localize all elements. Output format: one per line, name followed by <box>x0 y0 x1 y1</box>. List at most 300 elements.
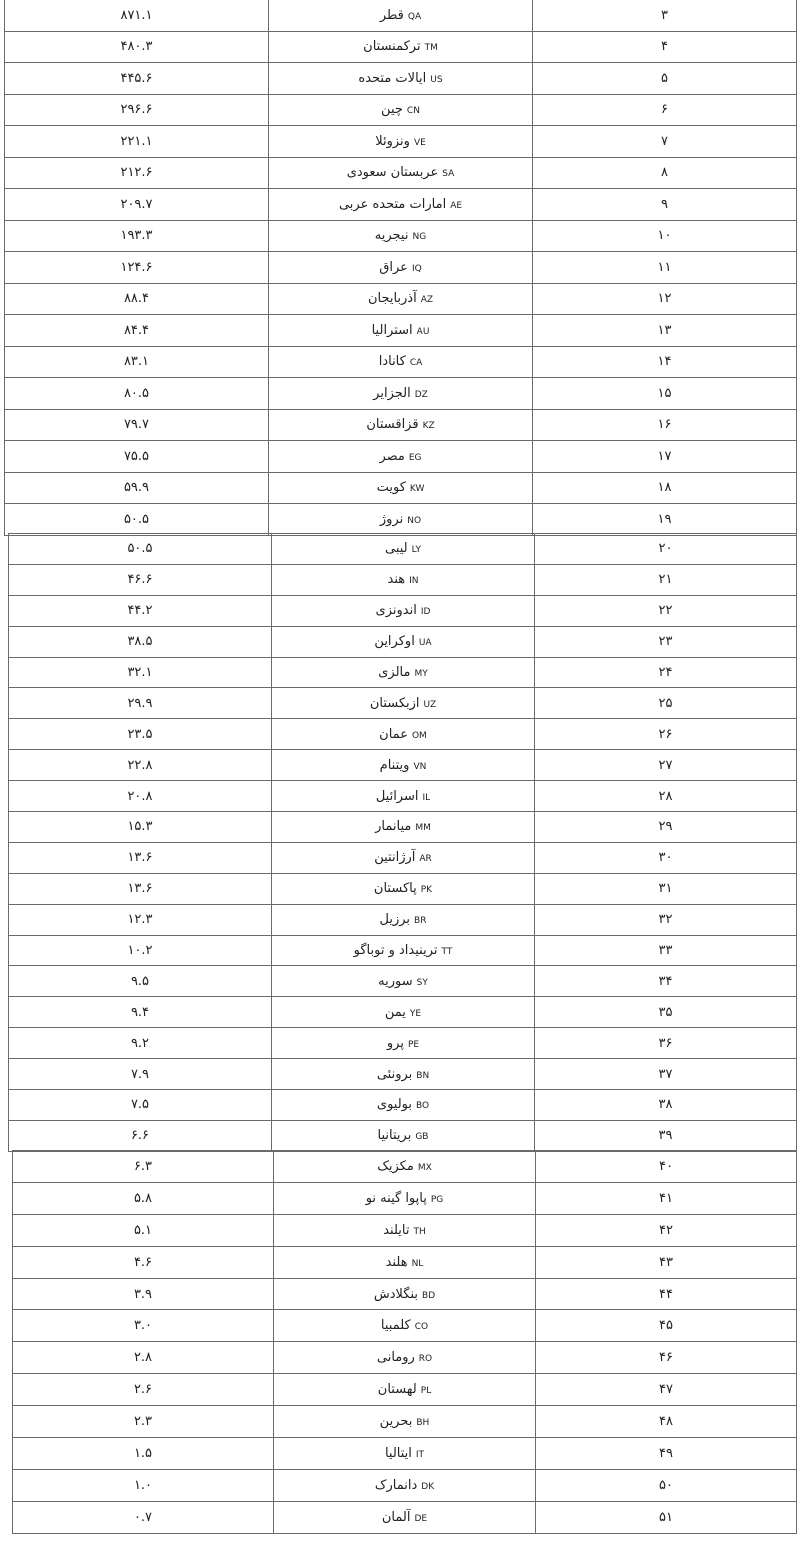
reserve-value: ۳۸.۵ <box>127 634 153 650</box>
country-code: US <box>430 74 443 85</box>
reserve-value: ۹.۲ <box>130 1035 150 1051</box>
country-name: ایتالیا <box>384 1445 412 1461</box>
rank-number: ۲۴ <box>658 665 673 680</box>
rank-cell <box>533 409 797 441</box>
rank-number: ۲۷ <box>658 757 673 773</box>
reserve-value: ۴۴۵.۶ <box>120 70 153 86</box>
rank-cell <box>535 719 797 750</box>
country-code: UZ <box>423 699 437 710</box>
reserve-value: ۵۰.۵ <box>127 541 153 557</box>
value-cell <box>9 564 272 595</box>
rank-number: ۱۲ <box>657 291 672 307</box>
value-cell <box>5 409 269 441</box>
country-cell <box>269 441 533 473</box>
reserve-value: ۴۶.۶ <box>127 572 153 588</box>
value-cell <box>13 1406 274 1438</box>
country-cell <box>274 1469 536 1501</box>
rank-cell <box>535 1090 797 1121</box>
country-code: SY <box>416 977 428 988</box>
reserve-value: ۳.۹ <box>133 1286 153 1302</box>
rank-cell <box>535 1028 797 1059</box>
rank-number: ۴۸ <box>659 1414 673 1430</box>
rank-number: ۲۵ <box>658 695 673 711</box>
table-row <box>9 688 797 719</box>
value-cell <box>13 1182 274 1214</box>
value-cell <box>9 657 272 688</box>
country-cell <box>272 842 535 873</box>
reserve-value: ۲۰۹.۷ <box>120 196 153 212</box>
reserve-value: ۲۱۲.۶ <box>120 165 153 181</box>
country-cell <box>274 1501 536 1533</box>
reserve-value: ۷.۵ <box>130 1097 150 1113</box>
country-code: YE <box>409 1008 422 1019</box>
value-cell <box>9 781 272 812</box>
table-row <box>5 472 797 504</box>
country-code: PL <box>420 1386 432 1397</box>
country-name: یمن <box>384 1004 406 1020</box>
rank-number: ۴۴ <box>659 1286 673 1302</box>
country-cell <box>269 252 533 284</box>
table-row <box>9 595 797 626</box>
value-cell <box>13 1342 274 1374</box>
rank-cell <box>536 1214 797 1246</box>
rank-cell <box>535 812 797 843</box>
rank-number: ۳۶ <box>658 1035 673 1051</box>
reserve-value: ۹.۴ <box>130 1004 150 1020</box>
reserve-value: ۲۲.۸ <box>127 757 153 773</box>
table-row <box>9 1059 797 1090</box>
country-name: دانمارک <box>374 1477 418 1493</box>
value-cell <box>5 126 269 158</box>
country-name: اوکراین <box>374 634 415 650</box>
country-cell <box>269 157 533 189</box>
country-name: لهستان <box>377 1382 417 1398</box>
country-cell <box>274 1342 536 1374</box>
country-code: TH <box>413 1226 426 1237</box>
value-cell <box>9 750 272 781</box>
value-cell <box>9 935 272 966</box>
country-cell <box>274 1310 536 1342</box>
country-cell <box>274 1182 536 1214</box>
country-cell <box>272 564 535 595</box>
reserve-value: ۲.۶ <box>133 1382 153 1398</box>
rank-cell <box>535 1120 797 1151</box>
rank-cell <box>533 220 797 252</box>
country-code: VE <box>413 137 426 148</box>
table-row <box>5 504 797 536</box>
country-name: هلند <box>385 1254 408 1270</box>
reserve-value: ۲۹۶.۶ <box>120 102 153 118</box>
rank-cell <box>535 904 797 935</box>
country-code: IL <box>422 792 431 803</box>
rank-cell <box>536 1501 797 1533</box>
reserve-value: ۷.۹ <box>130 1066 150 1082</box>
country-name: هند <box>387 572 406 588</box>
country-cell <box>272 750 535 781</box>
country-cell <box>272 781 535 812</box>
reserve-value: ۸۰.۵ <box>123 385 150 401</box>
reserve-value: ۲۲۱.۱ <box>120 133 153 149</box>
reserve-value: ۱۹۳.۳ <box>120 228 153 244</box>
table-row <box>9 534 797 565</box>
value-cell <box>13 1310 274 1342</box>
table-row <box>13 1374 797 1406</box>
country-name: کلمبیا <box>380 1318 411 1334</box>
country-cell <box>269 31 533 63</box>
value-cell <box>13 1246 274 1278</box>
country-name: ترینیداد و توباگو <box>353 943 438 959</box>
table-row <box>9 626 797 657</box>
country-name: بولیوی <box>376 1097 412 1113</box>
rank-number: ۲۱ <box>658 572 673 588</box>
rank-number: ۴۶ <box>659 1350 673 1366</box>
country-code: DZ <box>414 389 428 400</box>
rank-number: ۳۵ <box>658 1004 673 1020</box>
rank-cell <box>536 1151 797 1183</box>
country-cell <box>272 812 535 843</box>
country-name: پرو <box>386 1035 404 1051</box>
country-code: TM <box>424 43 438 54</box>
table-row <box>13 1469 797 1501</box>
country-code: IN <box>409 576 419 587</box>
table-row <box>5 409 797 441</box>
country-code: BR <box>414 916 427 927</box>
table-row <box>5 94 797 126</box>
country-cell <box>274 1246 536 1278</box>
rank-cell <box>535 534 797 565</box>
rank-number: ۳۱ <box>658 881 673 897</box>
country-code: BD <box>422 1290 436 1301</box>
table-row <box>5 252 797 284</box>
country-code: VN <box>413 761 427 772</box>
table-row <box>5 441 797 473</box>
country-cell <box>269 94 533 126</box>
reserve-value: ۱۵.۳ <box>127 819 153 835</box>
country-code: LY <box>411 545 421 556</box>
country-cell <box>269 504 533 536</box>
country-name: ترکمنستان <box>363 39 421 55</box>
country-name: مالزی <box>378 665 411 680</box>
country-name: لیبی <box>385 541 408 557</box>
reserve-value: ۴.۶ <box>133 1254 153 1270</box>
country-code: CN <box>406 106 420 117</box>
value-cell <box>5 189 269 221</box>
value-cell <box>9 904 272 935</box>
table-row <box>9 781 797 812</box>
country-cell <box>272 626 535 657</box>
country-name: قطر <box>379 7 404 23</box>
country-cell <box>274 1406 536 1438</box>
rank-cell <box>533 0 797 31</box>
table-segment-3 <box>12 1150 796 1534</box>
country-cell <box>269 378 533 410</box>
rank-number: ۲۹ <box>658 819 673 835</box>
reserve-value: ۴۴.۲ <box>127 603 153 619</box>
country-name: رومانی <box>376 1350 415 1366</box>
country-code: PK <box>420 885 433 896</box>
table-row <box>13 1438 797 1470</box>
rank-number: ۱۹ <box>657 511 672 527</box>
value-cell <box>5 504 269 536</box>
table-segment-2 <box>8 533 796 1152</box>
rank-number: ۲۶ <box>658 726 673 742</box>
country-name: بحرین <box>379 1414 413 1430</box>
value-cell <box>9 812 272 843</box>
reserve-value: ۲۳.۵ <box>127 726 153 742</box>
country-name: کانادا <box>378 354 406 370</box>
country-cell <box>274 1374 536 1406</box>
country-name: مکزیک <box>377 1158 414 1174</box>
table-row <box>9 719 797 750</box>
rank-number: ۳۷ <box>658 1066 673 1082</box>
country-code: BH <box>416 1418 430 1429</box>
reserve-value: ۱۲۴.۶ <box>120 259 153 275</box>
country-code: DE <box>414 1513 428 1524</box>
country-code: PE <box>407 1039 420 1050</box>
country-code: NL <box>411 1258 424 1269</box>
country-cell <box>272 688 535 719</box>
value-cell <box>13 1151 274 1183</box>
country-code: PG <box>430 1194 444 1205</box>
reserve-value: ۲.۸ <box>133 1350 153 1366</box>
reserve-value: ۵.۱ <box>133 1222 153 1238</box>
rank-cell <box>535 842 797 873</box>
country-name: ویتنام <box>379 757 410 773</box>
rank-number: ۱۶ <box>657 417 672 433</box>
reserve-value: ۸۴.۴ <box>123 322 150 338</box>
table-row <box>9 966 797 997</box>
country-cell <box>269 315 533 347</box>
country-code: NO <box>407 515 422 526</box>
rank-cell <box>533 472 797 504</box>
value-cell <box>13 1469 274 1501</box>
country-name: استرالیا <box>371 322 413 338</box>
table-row <box>5 126 797 158</box>
gas-table-part-1 <box>4 0 797 536</box>
rank-cell <box>535 873 797 904</box>
reserve-value: ۵۹.۹ <box>123 480 150 496</box>
value-cell <box>5 31 269 63</box>
rank-cell <box>533 189 797 221</box>
rank-cell <box>535 626 797 657</box>
rank-cell <box>536 1182 797 1214</box>
country-code: CO <box>414 1322 429 1333</box>
country-name: میانمار <box>375 819 412 835</box>
rank-number: ۳۳ <box>658 943 673 959</box>
table-row <box>13 1214 797 1246</box>
rank-number: ۲۳ <box>658 634 673 650</box>
country-name: پاپوا گینه نو <box>365 1190 427 1206</box>
value-cell <box>5 315 269 347</box>
value-cell <box>13 1374 274 1406</box>
country-cell <box>272 719 535 750</box>
table-segment-1 <box>4 0 796 536</box>
reserve-value: ۱.۵ <box>133 1445 153 1461</box>
rank-cell <box>535 997 797 1028</box>
country-name: اندونزی <box>375 603 417 619</box>
rank-number: ۱۷ <box>657 448 672 464</box>
country-code: KW <box>409 484 425 495</box>
country-cell <box>272 657 535 688</box>
rank-number: ۳۰ <box>658 850 673 866</box>
table-row <box>5 63 797 95</box>
gas-table-part-2 <box>8 533 797 1152</box>
table-row <box>9 997 797 1028</box>
country-code: BO <box>416 1101 430 1112</box>
country-cell <box>272 997 535 1028</box>
country-code: KZ <box>422 421 435 432</box>
reserve-value: ۱۰.۲ <box>127 943 153 959</box>
table-row <box>9 1120 797 1151</box>
rank-cell <box>535 657 797 688</box>
table-row <box>9 842 797 873</box>
country-cell <box>272 534 535 565</box>
country-cell <box>272 935 535 966</box>
value-cell <box>9 688 272 719</box>
value-cell <box>5 157 269 189</box>
rank-number: ۳ <box>661 7 668 23</box>
reserve-value: ۵۰.۵ <box>123 511 150 527</box>
country-cell <box>272 904 535 935</box>
rank-cell <box>535 781 797 812</box>
country-cell <box>274 1278 536 1310</box>
rank-cell <box>533 126 797 158</box>
country-code: BN <box>416 1070 430 1081</box>
country-name: عربستان سعودی <box>346 165 439 181</box>
country-cell <box>274 1214 536 1246</box>
rank-cell <box>536 1278 797 1310</box>
table-row <box>9 1028 797 1059</box>
country-cell <box>269 346 533 378</box>
country-name: آذربایجان <box>367 291 417 307</box>
rank-number: ۴۲ <box>659 1222 673 1238</box>
country-code: UA <box>418 638 432 649</box>
reserve-value: ۲۰.۸ <box>127 788 153 804</box>
rank-number: ۶ <box>661 102 668 118</box>
rank-number: ۲۲ <box>658 603 673 619</box>
country-code: MX <box>417 1162 432 1173</box>
reserve-value: ۶.۶ <box>130 1128 150 1144</box>
reserve-value: ۹.۵ <box>130 973 150 989</box>
rank-number: ۵ <box>661 70 668 86</box>
value-cell <box>9 595 272 626</box>
country-code: QA <box>407 11 422 22</box>
rank-cell <box>536 1374 797 1406</box>
table-row <box>9 657 797 688</box>
country-cell <box>272 1059 535 1090</box>
gas-table-part-3 <box>12 1150 797 1534</box>
table-row <box>5 220 797 252</box>
rank-cell <box>536 1342 797 1374</box>
rank-cell <box>533 315 797 347</box>
rank-number: ۵۱ <box>659 1509 673 1525</box>
country-cell <box>272 1028 535 1059</box>
rank-cell <box>535 750 797 781</box>
table-row <box>9 904 797 935</box>
rank-cell <box>535 564 797 595</box>
table-row <box>13 1406 797 1438</box>
country-name: نروژ <box>379 511 404 527</box>
value-cell <box>9 1028 272 1059</box>
country-cell <box>272 1120 535 1151</box>
value-cell <box>5 252 269 284</box>
rank-cell <box>535 966 797 997</box>
rank-number: ۵۰ <box>659 1477 673 1493</box>
rank-cell <box>533 283 797 315</box>
rank-cell <box>533 63 797 95</box>
value-cell <box>5 283 269 315</box>
table-row <box>5 0 797 31</box>
rank-cell <box>536 1406 797 1438</box>
value-cell <box>13 1214 274 1246</box>
rank-number: ۴۱ <box>659 1190 673 1206</box>
rank-number: ۴۳ <box>659 1254 673 1270</box>
value-cell <box>13 1278 274 1310</box>
reserve-value: ۱۳.۶ <box>127 850 153 866</box>
rank-cell <box>535 688 797 719</box>
country-cell <box>272 595 535 626</box>
table-row <box>9 564 797 595</box>
reserve-value: ۷۹.۷ <box>123 417 150 433</box>
rank-number: ۹ <box>661 196 668 212</box>
country-code: AU <box>416 326 430 337</box>
table-row <box>9 750 797 781</box>
value-cell <box>9 997 272 1028</box>
country-cell <box>269 409 533 441</box>
rank-number: ۱۳ <box>657 322 672 338</box>
country-name: سوریه <box>378 973 413 989</box>
country-name: عراق <box>379 259 408 275</box>
country-code: EG <box>408 452 422 463</box>
country-code: MM <box>415 823 431 834</box>
country-name: برونئی <box>376 1066 413 1082</box>
country-name: امارات متحده عربی <box>338 196 447 212</box>
rank-number: ۳۴ <box>658 973 673 989</box>
rank-number: ۸ <box>661 165 668 181</box>
value-cell <box>5 472 269 504</box>
country-name: چین <box>381 102 403 118</box>
table-row <box>9 812 797 843</box>
country-name: ازبکستان <box>369 695 420 711</box>
country-code: AZ <box>420 295 434 306</box>
rank-cell <box>535 935 797 966</box>
table-row <box>5 189 797 221</box>
value-cell <box>9 966 272 997</box>
country-name: آلمان <box>381 1509 411 1525</box>
rank-cell <box>533 346 797 378</box>
table-row <box>13 1151 797 1183</box>
country-name: پاکستان <box>373 881 417 897</box>
value-cell <box>13 1501 274 1533</box>
rank-number: ۱۱ <box>657 259 672 275</box>
rank-cell <box>536 1469 797 1501</box>
reserve-value: ۴۸۰.۳ <box>120 39 153 55</box>
country-name: قزاقستان <box>366 417 419 433</box>
reserve-value: ۸۷۱.۱ <box>120 7 153 23</box>
country-cell <box>269 189 533 221</box>
reserve-value: ۶.۳ <box>133 1158 153 1174</box>
rank-number: ۴۰ <box>659 1158 673 1174</box>
rank-number: ۲۸ <box>658 788 673 804</box>
rank-cell <box>533 157 797 189</box>
rank-number: ۷ <box>661 133 668 149</box>
reserve-value: ۷۵.۵ <box>123 448 150 464</box>
rank-number: ۴۹ <box>659 1445 673 1461</box>
rank-number: ۳۸ <box>658 1097 673 1113</box>
table-row <box>5 315 797 347</box>
table-row <box>13 1246 797 1278</box>
rank-number: ۱۰ <box>657 228 672 244</box>
